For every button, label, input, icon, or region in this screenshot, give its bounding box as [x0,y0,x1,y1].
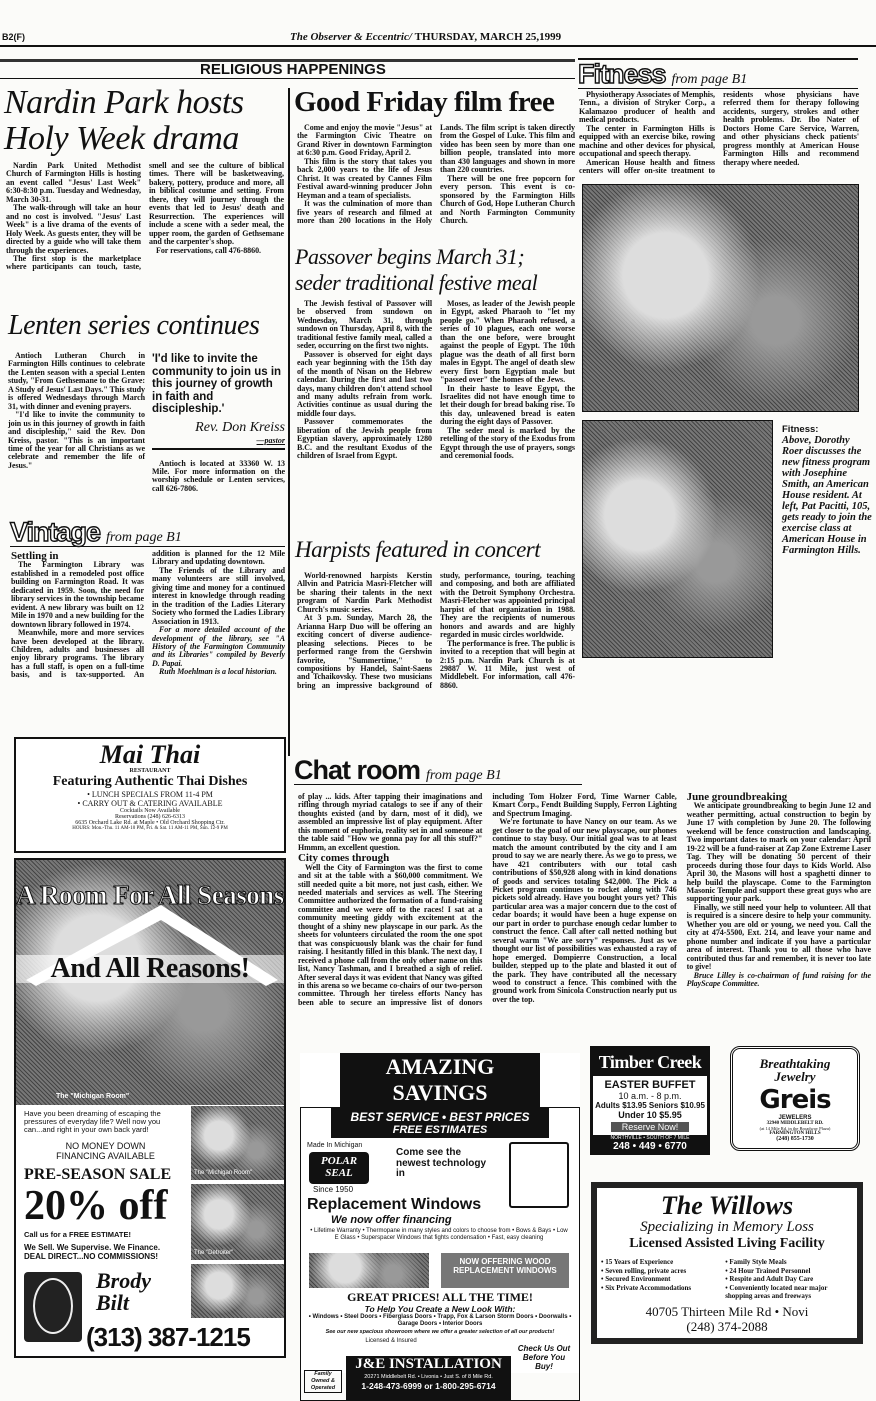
ad-since: Since 1950 [313,1185,354,1194]
greis-jewelers-ad [730,1046,860,1151]
vintage-article [11,550,285,680]
paragraph: American House health and fitness centers will offer on-site treatment to residents whose physicians have referred them for therapy following accidents, surgery, strokes and other health problems. Dr. Ibo Nater of Doctors Home Care Service, Warren, and other physicians check patients' progress monthly at American House Farmington Hills and recommend therapy where needed. [579,90,859,176]
from-page: from page B1 [106,530,182,545]
paragraph: The seder meal is marked by the retelling of the story of the Exodus from Egypt through the use of prayers, songs and ceremonial foods. [440,425,575,461]
paragraph: Finally, we still need your help to volunteer. All that is required is a sincere desire to help your community. Whether you are old or young, we need you. Call the city at 474-5500, Ext. 214, and leave your name and phone number and indicate if you have a particular area of interest. Thank you to all those who have contributed thus far and remember, it is never too late to give! [686,902,871,972]
timber-creek-ad [590,1046,710,1155]
paragraph: For a more detailed account of the development of the library, see "A History of the Farmington Community and its Libraries" compiled by Beverly D. Papai. [152,625,285,668]
subhead: Settling in [11,550,59,562]
logo-sub: RESTAURANT [129,768,171,774]
ad-event: EASTER BUFFET [604,1079,696,1091]
pull-quote [152,353,285,493]
passover-article [297,300,575,461]
paragraph: Nardin Park United Methodist Church of Farmington Hills is hosting an event called "Jesus' Last Week" 6:30-8:30 p.m. Tuesday and Wednesday, March 30-31. [6,161,141,204]
chatroom-header [294,757,582,785]
ad-name: The Willows [660,1191,794,1220]
ad-feature: • Secured Environment [601,1275,671,1283]
paragraph: Antioch is located at 33360 W. 13 Mile. For more information on the worship schedule or Lenten services, call 626-7806. [152,458,285,493]
ad-free: FREE ESTIMATES [392,1124,488,1136]
ad-photo [191,1264,284,1318]
ad-licensed: Licensed & Insured [365,1338,417,1344]
paragraph: In their haste to leave Egypt, the Israelites did not have enough time to let their dough for bread baking rise. To this day, unleavened bread is eaten during the eight days of Passover. [440,383,575,427]
ad-photo [191,1106,284,1180]
paragraph: Bruce Lilley is co-chairman of fund raising for the PlayScape Committee. [686,970,871,988]
ad-location: NORTHVILLE • SOUTH OF 7 MILE [610,1135,690,1141]
mascot-logo [24,1272,82,1342]
paper-name: The Observer & Eccentric/ [290,31,412,43]
ad-product: Replacement Windows [307,1196,482,1213]
masthead-line [290,31,561,43]
ad-address: 20271 Middlebelt Rd. • Livonia • Just S. of 8 Mile Rd. [364,1374,493,1380]
paragraph: This film is the story that takes you back 2,000 years to the life of Jesus Christ. It was created by Cannes Film Festival award-winning producer John Heyman and a team of specialists. [297,156,432,200]
ad-feature: • Six Private Accommodations [601,1283,692,1292]
fitness-photo-left [582,420,773,658]
ad-features: • Lifetime Warranty • Thermopane in many styles and colors to choose from • Bows & Bays • Low E Glass • Superspacer Windows that fights condensation • Fast, easy cleaning [310,1228,568,1241]
brand-logo: Brody Bilt [96,1268,151,1315]
headline-line: Nardin Park hosts [4,84,244,121]
je-installation-ad [300,1053,580,1391]
brand-logo: Greis [759,1085,831,1115]
issue-date: THURSDAY, MARCH 25,1999 [414,31,562,43]
paragraph: There will be one free popcorn for every person. This event is co-sponsored by the Farmington Hills Church of God, Hope Lutheran Church and North Farmington Community Church. [440,173,575,225]
fitness-photo-top [582,184,859,412]
ad-pitch: Have you been dreaming of escaping the pressures of everyday life? Well now you can...and right in your own back yard! [24,1109,161,1134]
installer-illustration [509,1142,569,1208]
ad-tag: Specializing in Memory Loss [640,1219,814,1235]
ad-city: FARMINGTON HILLS [769,1131,821,1136]
paragraph: Moses, as leader of the Jewish people in Egypt, asked Pharaoh to "let my people go." When Pharaoh refused, a series of 10 plagues, each one worse than the one before, were brought against the people of Egypt. The 10th plague was the death of all first born males in Egypt. The angel of death slew every first born Egyptian male but "passed over" the homes of the Jews. [440,299,575,385]
paragraph: The Jewish festival of Passover will be observed from sundown on Wednesday, March 31, through sundown on Thursday, April 8, with the traditional festive family meal, called a seder, occurring on the first two nights. [297,299,432,351]
harpists-headline: Harpists featured in concert [295,537,541,562]
ad-note: (at 14 Mile Rd. in the Broadway Plaza) [759,1126,831,1131]
fitness-header [578,58,858,89]
kicker: Chat room [294,755,420,785]
fitness-article [579,91,859,176]
paragraph: For reservations, call 476-8860. [156,245,261,255]
ad-coupon [309,1253,429,1288]
headline-line: seder traditional festive meal [295,270,538,295]
ad-line: Reservations (248) 626-6313 [115,814,185,820]
lenten-article [8,352,145,470]
caption-label: Fitness: [782,424,819,435]
mai-thai-ad [14,737,286,853]
paragraph: "I'd like to invite the community to join us in this journey of growth in faith and discipleship," said the Rev. Don Kreiss, pastor. "This is an important time of the year for all Christians as we celebrate and remember the life of Jesus." [8,410,145,470]
paragraph: Passover commemorates the liberation of the Jewish people from Egyptian slavery, approximately 1280 B.C. and the resultant Exodus of the children of Israel from Egypt. [297,417,432,461]
paragraph: of play ... kids. After tapping their imaginations and rifling through myriad catalogs to see if any of their thoughts existed (and by darn, most of it did), we assembled an impressive list of play equipment. After this moment of euphoria, reality set in and someone at the table said "How we gonna pay for all this stuff?" Hmmm, an excellent question. [298,792,483,852]
ad-tag: Breathtaking Jewelry [759,1056,831,1084]
ad-line: • CARRY OUT & CATERING AVAILABLE [77,799,223,808]
paragraph: Ruth Moehlman is a local historian. [159,667,277,677]
ad-list: • Windows • Steel Doors • Fiberglass Doors • Trapp, Fox & Larson Storm Doors • Doorwalls • Garage Doors • Interior Doors [308,1314,572,1327]
ad-headline: Featuring Authentic Thai Dishes [52,774,248,789]
ad-feature: • 24 Hour Trained Personnel [725,1266,811,1275]
fitness-caption [782,424,872,556]
ad-line: Cocktails Now Available [120,808,180,814]
section-title: RELIGIOUS HAPPENINGS [200,61,386,78]
paragraph: The center in Farmington Hills is equipped with an exercise bike, rowing machine and other devices for physical, occupational and speech therapy. [579,123,715,159]
arrow-banner [331,1108,549,1138]
ad-phone: (248) 374-2088 [686,1318,768,1334]
chatroom-article [298,793,871,1007]
from-page: from page B1 [671,72,748,87]
ad-sub: JEWELERS [778,1115,812,1121]
paragraph: The walk-through will take an hour and no cost is involved. "Jesus' Last Week" is a live drama of the events of Holy Week. As guests enter, they will be directed by a guide who will take them through the experiences. [6,203,141,255]
quote-title: —pastor [256,435,285,445]
ad-finance: We now offer financing [331,1214,452,1226]
paragraph: We anticipate groundbreaking to begin June 12 and weather permitting, actual construction to begin by June 17 with completion by June 20. The following weekend will be fence construction and landscaping. Two important dates to mark on your calendar: April 19-22 will be a fund-raiser at Zap Zone Extreme Laser Tag. They will be donating 50 percent of their proceeds during those four days to Kids World. Also April 30, the Masons will host a spaghetti dinner to help build the playscape. Come to the Farmington Masonic Temple and support these great guys who are supporting your park. [686,801,871,904]
ad-feature: • Family Style Meals [725,1258,787,1266]
ad-address: 40705 Thirteen Mile Rd • Novi [645,1303,809,1319]
ad-title: And All Reasons! [16,955,284,983]
paragraph: Physiotherapy Associates of Memphis, Tenn., a division of Stryker Corp., a Kalamazoo producer of health and medical products. [579,90,715,125]
ad-help: To Help You Create a New Look With: [364,1304,516,1314]
ad-feature: • Respite and Adult Day Care [725,1275,814,1283]
ad-kids: Under 10 $5.95 [618,1110,682,1120]
ad-line: HOURS: Mon.-Thu. 11 AM-10 PM, Fri. & Sat. 11 AM-11 PM, Sun. 12-9 PM [72,826,228,831]
ad-feature: • 15 Years of Experience [601,1258,674,1266]
ad-phones: 1-248-473-6999 or 1-800-295-6714 [361,1381,496,1391]
paragraph: World-renowned harpists Kerstin Allvin and Patricia Masri-Fletcher will be sharing their talents in the next program of Nardin Park Methodist Church's music series. [297,571,432,614]
from-page: from page B1 [426,768,502,783]
photo-label: The "Michigan Room" [56,1093,130,1100]
ad-company: J&E INSTALLATION [355,1356,502,1372]
quote-text: 'I'd like to invite the community to join us in this journey of growth in faith and discipleship.' [152,353,282,415]
ad-showroom: See our new spacious showroom where we offer a greater selection of all our products! [325,1329,555,1335]
kicker: Vintage [10,517,101,547]
kicker: Fitness [578,59,666,89]
ad-phone: 248 • 449 • 6770 [613,1141,687,1152]
ad-check: Check Us Out Before You Buy! [517,1344,571,1371]
nardin-headline [4,86,284,156]
lenten-closing [152,460,285,494]
nardin-article [6,162,284,272]
ad-come: Come see the newest technology in [396,1147,487,1179]
subhead: June groundbreaking [686,791,788,803]
brody-bilt-ad [14,858,286,1358]
ad-line: • LUNCH SPECIALS FROM 11-4 PM [87,790,213,799]
paragraph: Come and enjoy the movie "Jesus" at the Farmington Civic Theatre on Grand River in downtown Farmington at 6:30 p.m. Good Friday, April 2. [297,123,432,158]
paragraph: The Farmington Library was established in a remodeled post office building on Farmington Road. It was dedicated in 1959. Soon, the need for library services in the township became evident. A new library was built on 12 Mile in 1970 and a new building for the downtown library followed in 1974. [11,560,144,629]
ad-service: BEST SERVICE • BEST PRICES [350,1110,530,1124]
logo: Mai Thai [99,740,201,769]
ad-sale: PRE-SEASON SALE [24,1166,172,1183]
subhead: City comes through [298,852,390,865]
ad-hours: 10 a.m. - 8 p.m. [618,1091,682,1101]
willows-ad [591,1182,863,1344]
headline-line: Passover begins March 31; [295,244,525,269]
vintage-header [10,519,285,547]
goodfriday-headline: Good Friday film free [294,86,555,118]
photo-label: The "Detroiter" [194,1250,234,1256]
ad-great: GREAT PRICES! ALL THE TIME! [347,1290,533,1304]
ad-title: A Room For All Seasons [16,880,284,910]
photo-label: The "Michigan Room" [194,1170,252,1176]
ad-prices: Adults $13.95 Seniors $10.95 [595,1101,705,1110]
paragraph: Antioch Lutheran Church in Farmington Hills continues to celebrate the Lenten season with a special Lenten study, "From Gethsemane to the Grave: A Study of Jesus' Last Days." This study is offered Wednesdays through March 31, with dinner and evening prayers. [8,351,145,411]
ad-phone: (313) 387-1215 [86,1322,250,1352]
goodfriday-article [297,124,575,225]
paragraph: The Friends of the Library and many volunteers are still involved, giving time and money for a continued interest in knowledge through reading in the tradition of the Ladies Literary Society who formed the Ladies Library Association in 1913. [152,565,285,626]
paragraph: We're fortunate to have Nancy on our team. As we get closer to the goal of our new playscape, our phones continue to stay busy. Our initial goal was to at least match the amount contributed by the city and I am proud to say we are nearly there. As we go to press, we have 421 contributers with our total cash contributions of $50,928 along with in kind donations of goods and services totaling $42,000. The Pick a Picket program continues to rocket along with 746 pickets sold already. Have you bought yours yet? This particular area was a major concern due to the cost of cedar boards; it would have been a huge expense on our part in order to purchase enough cedar lumber to construct the fence. Call after call netted nothing but several warm "We are sorry" responses. Just as we thought our list of possibilities was exhausted a ray of hope emerged. Dompierre Construction, a local builder, stepped up to the plate and blasted it out of the park. They have contributed all the necessary wood to construct a fence. This combined with the ground work from Sinicola Construction nearly put us over the top. [492,817,677,1004]
ad-type: Licensed Assisted Living Facility [629,1236,825,1251]
ad-reserve[interactable]: Reserve Now! [611,1122,689,1132]
ad-photo [191,1184,284,1260]
ad-financing: NO MONEY DOWN [65,1141,146,1151]
paragraph: Meanwhile, more and more services have been developed at the library. Children, adults and businesses all enjoy library programs. The library has a full staff, is open on a full-time basis, and is tax-supported. An addition is planned for the 12 Mile Library and updating downtown. [11,549,285,680]
paragraph: Passover is observed for eight days each year beginning with the 15th day of the month of Nisan on the Hebrew calendar. During the first and last two days, many children don't attend school and many adults refrain from work. Activities continue as usual during the middle four days. [297,349,432,418]
ad-discount: 20% off [24,1183,168,1229]
caption-text: Above, Dorothy Roer discusses the new fitness program with Josephine Smith, an American House resident. At left, Pat Pacitti, 105, gets ready to join the exercise class at American House in Farmington Hills. [782,435,872,556]
page-number: B2(F) [2,32,25,42]
quote-name: Rev. Don Kreiss [195,419,285,435]
ad-made: Made In Michigan [307,1142,363,1149]
paragraph: Well the City of Farmington was the first to come and sit at the table with a $60,000 commitment. We still needed quite a bit more, not just cash, either. We needed materials and services as well. The Steering Committee authorized the formation of a fund-raising committee and we were off to the races! I sat at a community meeting giddy with excitement at the thought of a shiny new playscape in our park. As the sheets for volunteers circulated the room the one spot that was conspicuously blank was the chair for fund raising. I hesitantly filled in this blank. The next day, I received a phone call from the only other name on this list, Nancy Tashman, and I breathed a sigh of relief. After several days it was evident that Nancy was gifted in this arena so we became co-chairs of our two-person committee. Through her tireless efforts Nancy has been able to secure an impressive list of donors including Tom Holzer Ford, Time Warner Cable, Kmart Corp., Fendt Building Supply, Ferron Lighting and Spectrum Imaging. [298,792,677,1007]
passover-headline [295,246,575,294]
paragraph: The first stop is the marketplace where participants can touch, taste, smell and see the culture of biblical times. There will be basketweaving, bakery, pottery, produce and more, all in biblical costume and setting. From there, they will journey through the events that led to Jesus' death and Resurrection. The experiences will include a scene with a seder meal, the upper room, the garden of Gethsemane and the carpenter's shop. [6,161,284,272]
harpists-article [297,572,575,690]
ad-line: 6635 Orchard Lake Rd. at Maple • Old Orchard Shopping Ctr. [75,820,225,826]
ad-sell: We Sell. We Supervise. We Finance. [24,1243,161,1252]
ad-family: Family Owned & Operated [304,1370,342,1393]
ad-wood: NOW OFFERING WOOD REPLACEMENT WINDOWS [441,1253,569,1288]
lenten-headline: Lenten series continues [8,310,260,341]
ad-name: Timber Creek [593,1049,707,1076]
ad-phone: (248) 855-1730 [776,1136,814,1142]
headline-line: Holy Week drama [4,120,239,157]
paragraph: It was the culmination of more than five years of research and filmed at more than 200 locations in the Holy Lands. The film script is taken directly from the Gospel of Luke. This film and video has been seen by more than one billion people, translated into more than 430 languages and shown in more than 220 countries. [297,123,575,225]
ad-feature: • Seven rolling, private acres [601,1266,687,1275]
paragraph: The performance is free. The public is invited to a reception that will begin at 2:15 p.m. Nardin Park Church is at 29887 W. 11 Mile, just west of Middlebelt. For information, call 476-8860. [440,638,575,690]
ad-financing: FINANCING AVAILABLE [56,1151,155,1161]
ad-estimate: Call us for a FREE ESTIMATE! [24,1230,131,1239]
ad-address: 32940 MIDDLEBELT RD. [766,1121,824,1126]
ad-feature: • Conveniently located near major shopping areas and freeways [725,1283,828,1300]
brand-logo: POLAR SEAL [309,1152,369,1184]
paragraph: At 3 p.m. Sunday, March 28, the Arianna Harp Duo will be offering an exciting concert of diverse audience-pleasing selections. Pieces to be performed range from the Gershwin favorite, "Summertime," to compositions by Handel, Saint-Saens and Tchaikovsky. These two musicians bring an impressive background of study, performance, touring, teaching and composing, and both are affiliated with the Detroit Symphony Orchestra. Masri-Fletcher was appointed principal harpist of that organization in 1988. They are the recipients of numerous honors and awards and are highly regarded in music circles worldwide. [297,571,575,690]
ad-banner: AMAZING SAVINGS [340,1053,540,1107]
ad-direct: DEAL DIRECT...NO COMMISSIONS! [24,1252,159,1261]
